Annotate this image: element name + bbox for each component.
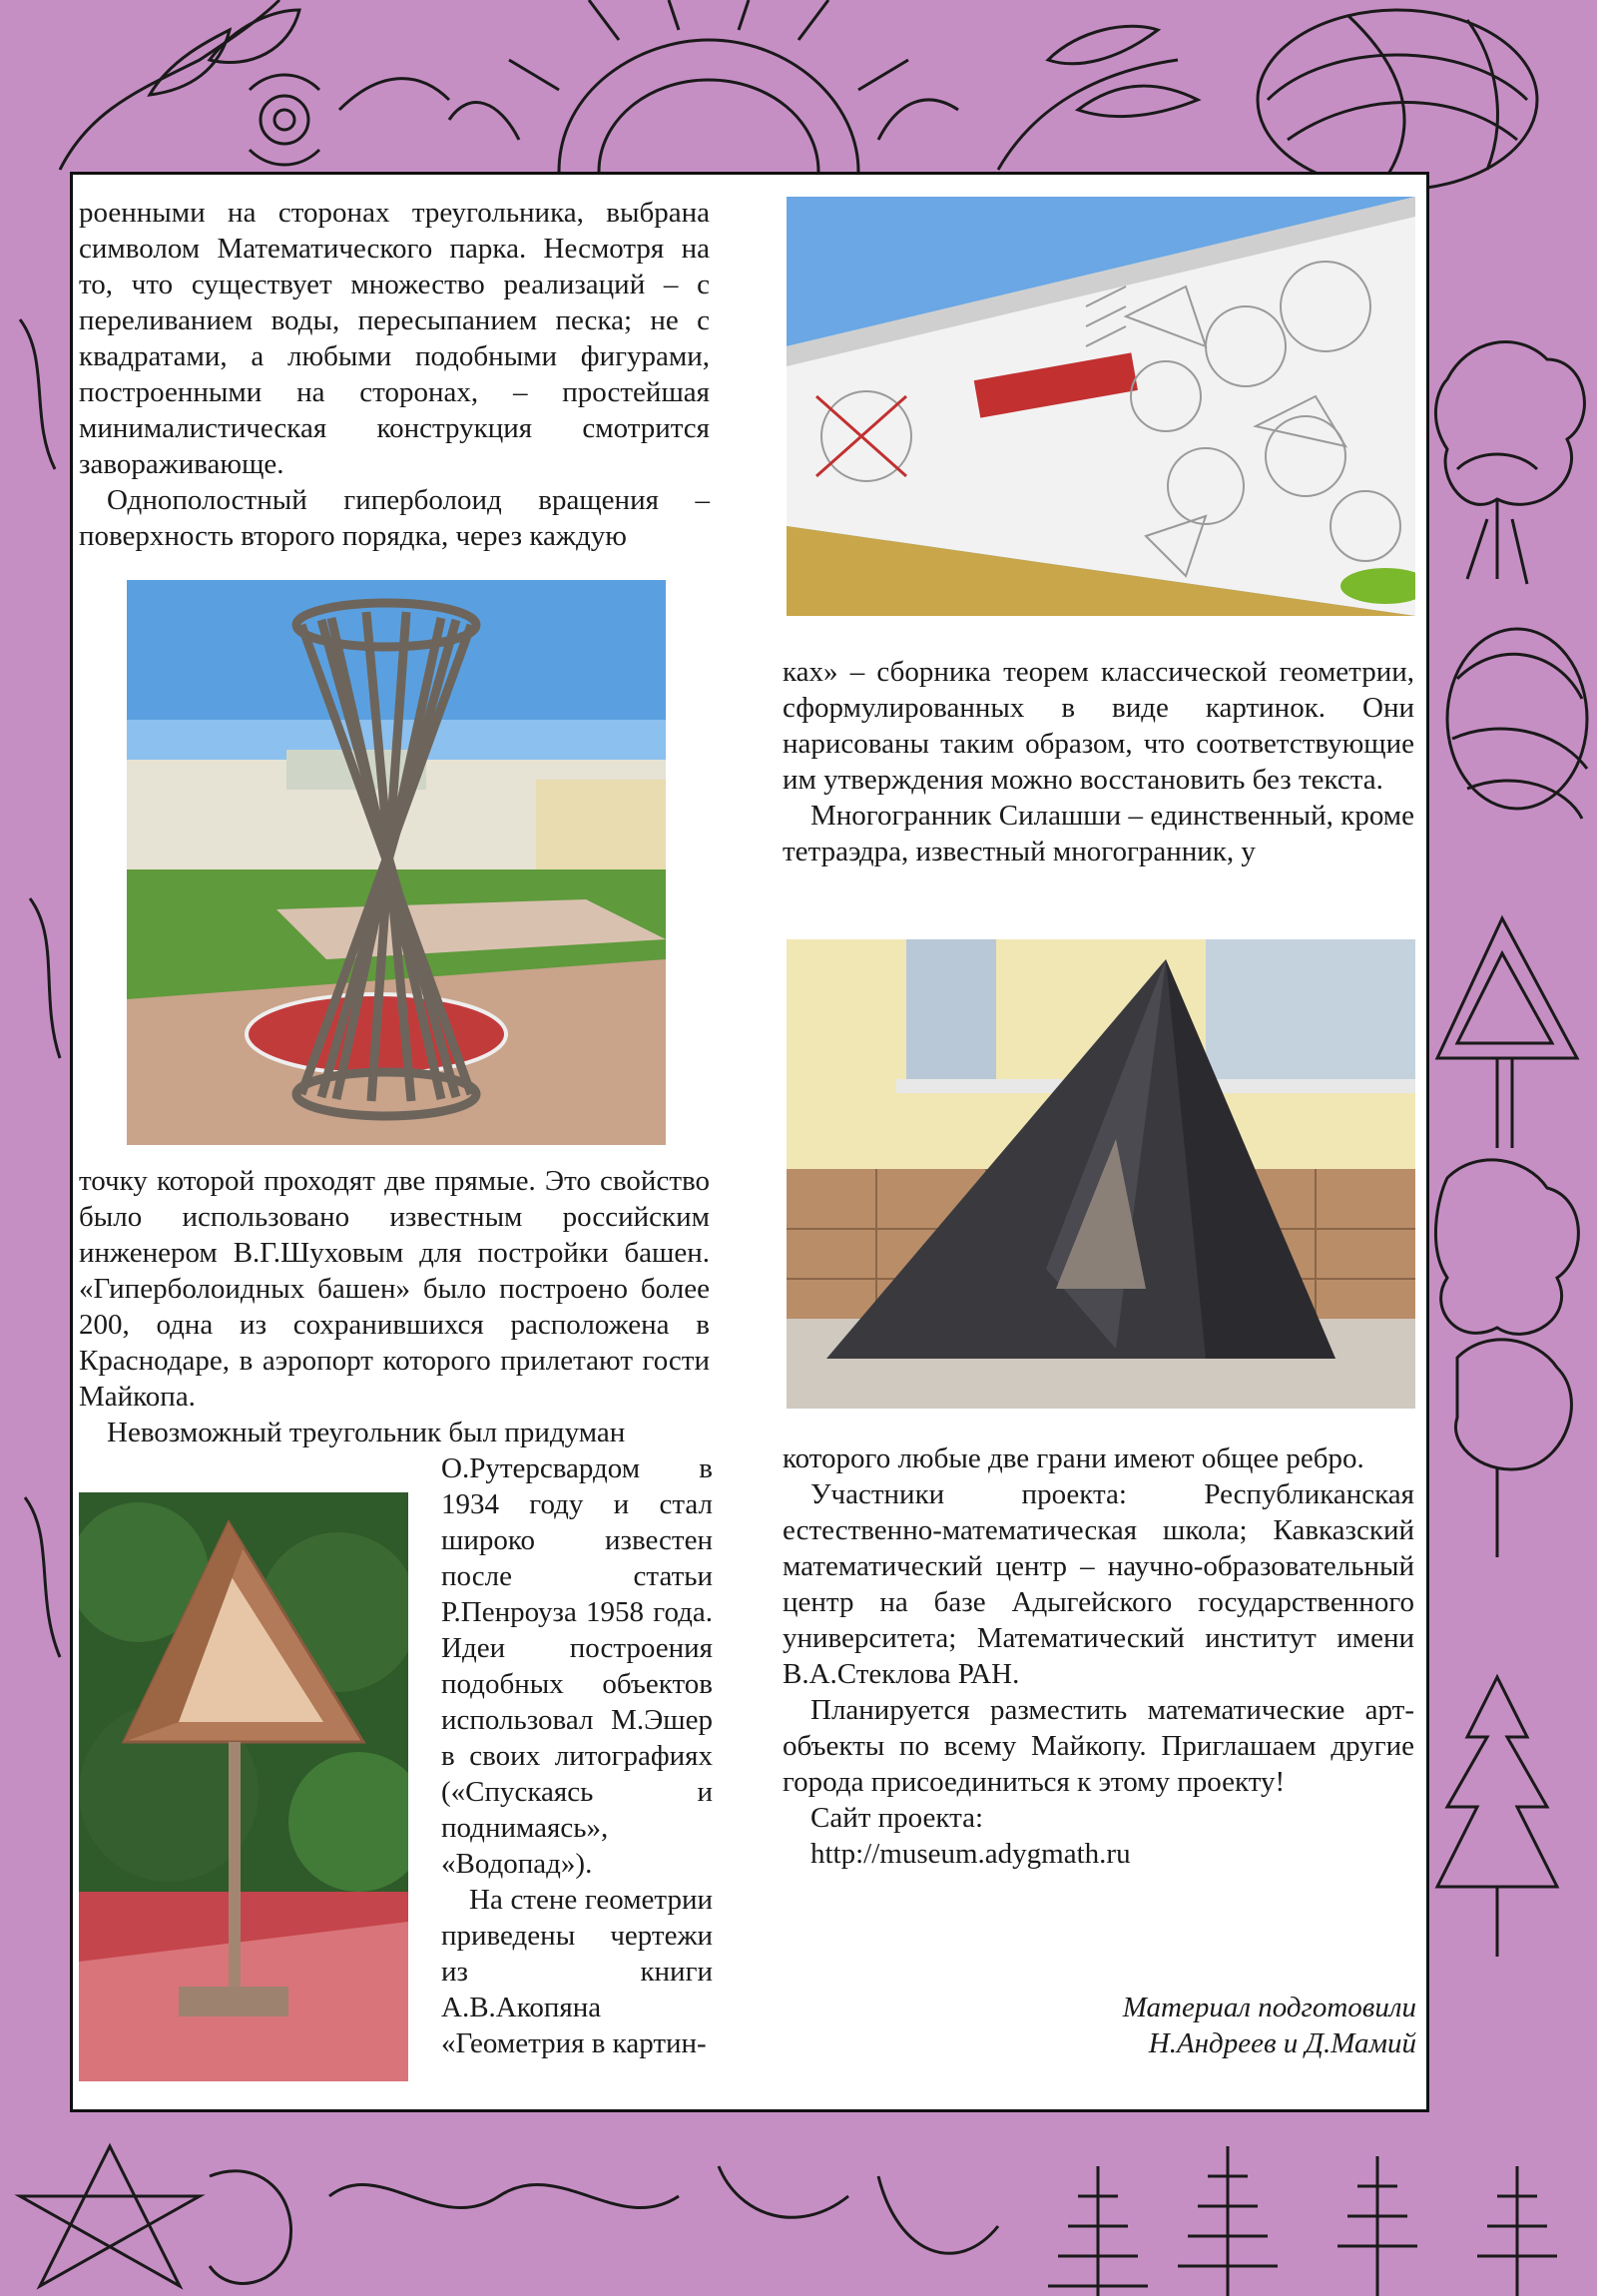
fir-tree-doodle (1437, 1677, 1557, 1957)
fir-trees-bottom-doodle (1048, 2146, 1557, 2296)
paragraph: На стене геометрии приведены чертежи из книги А.В.Акопяна «Геометрия в картин- (441, 1884, 713, 2059)
left-text-middle (79, 1163, 710, 1450)
tree-doodle (1435, 342, 1584, 584)
site-link[interactable]: http://museum.adygmath.ru (810, 1838, 1131, 1870)
left-text-narrow (441, 1450, 713, 2061)
site-label: Сайт проекта: (810, 1802, 984, 1834)
paragraph: О.Рутерсвардом в 1934 году и стал широко известен после статьи Р.Пенроуза 1958 года. Идеи построения подобных объектов использовал М.Эшер в своих литографиях («Спускаясь и поднимаясь», «Водопад»). (441, 1452, 713, 1880)
paragraph: Планируется разместить математические арт-объекты по всему Майкопу. Приглашаем другие города присоединиться к этому проекту! (783, 1694, 1414, 1798)
sphere-doodle (1258, 10, 1537, 190)
leaf-doodle (998, 26, 1198, 170)
paragraph: точку которой проходят две прямые. Это свойство было использовано известным российским инженером В.Г.Шуховым для постройки башен. «Гиперболоидных башен» было построено более 200, одна из сохранившихся расположена в Краснодаре, в аэропорт которого прилетают гости Майкопа. (79, 1165, 710, 1413)
impossible-triangle-doodle (1437, 918, 1577, 1148)
right-text-top (783, 654, 1414, 869)
paragraph: роенными на сторонах треугольника, выбрана символом Математического парка. Несмотря на то, что существует множество реализаций – с переливанием воды, пересыпанием песка; не с квадратами, а любыми подобными фигурами, построенными на сторонах, – простейшая минималистическая конструкция смотрится завораживающе. (79, 197, 710, 480)
szilassi-polyhedron-photo (787, 939, 1415, 1409)
paragraph: ках» – сборника теорем классической геометрии, сформулированных в виде картинок. Они нарисованы таким образом, что соответствующие им утверждения можно восстановить без текста. (783, 656, 1414, 796)
impossible-triangle-photo (79, 1492, 408, 2081)
sun-doodle (449, 0, 958, 172)
left-scribble (20, 319, 60, 1657)
flower-doodle (60, 0, 449, 170)
hyperboloid-photo (127, 580, 666, 1145)
geometry-wall-photo (787, 197, 1415, 616)
left-text-top (79, 195, 710, 554)
star-doodle (20, 2146, 291, 2286)
paragraph: Невозможный треугольник был придуман (107, 1417, 626, 1448)
right-text-bottom (783, 1440, 1414, 1872)
paragraph: Многогранник Силашши – единственный, кроме тетраэдра, известный многогранник, у (783, 800, 1414, 867)
paragraph: Участники проекта: Республиканская естественно-математическая школа; Кавказский математический центр – научно-образовательный центр на базе Адыгейского государственного университета; Математический институт имени В.А.Стеклова РАН. (783, 1478, 1414, 1690)
scribble-doodle (1447, 629, 1587, 819)
bush-doodle (1435, 1160, 1578, 1557)
author-signature (917, 1990, 1416, 2061)
page-frame (70, 172, 1429, 2112)
paragraph: которого любые две грани имеют общее ребро. (783, 1442, 1364, 1474)
signature-line: Н.Андреев и Д.Мамий (1148, 2027, 1416, 2059)
signature-line: Материал подготовили (1122, 1992, 1416, 2023)
paragraph: Однополостный гиперболоид вращения – поверхность второго порядка, через каждую (79, 484, 710, 552)
wave-doodle (329, 2166, 998, 2253)
